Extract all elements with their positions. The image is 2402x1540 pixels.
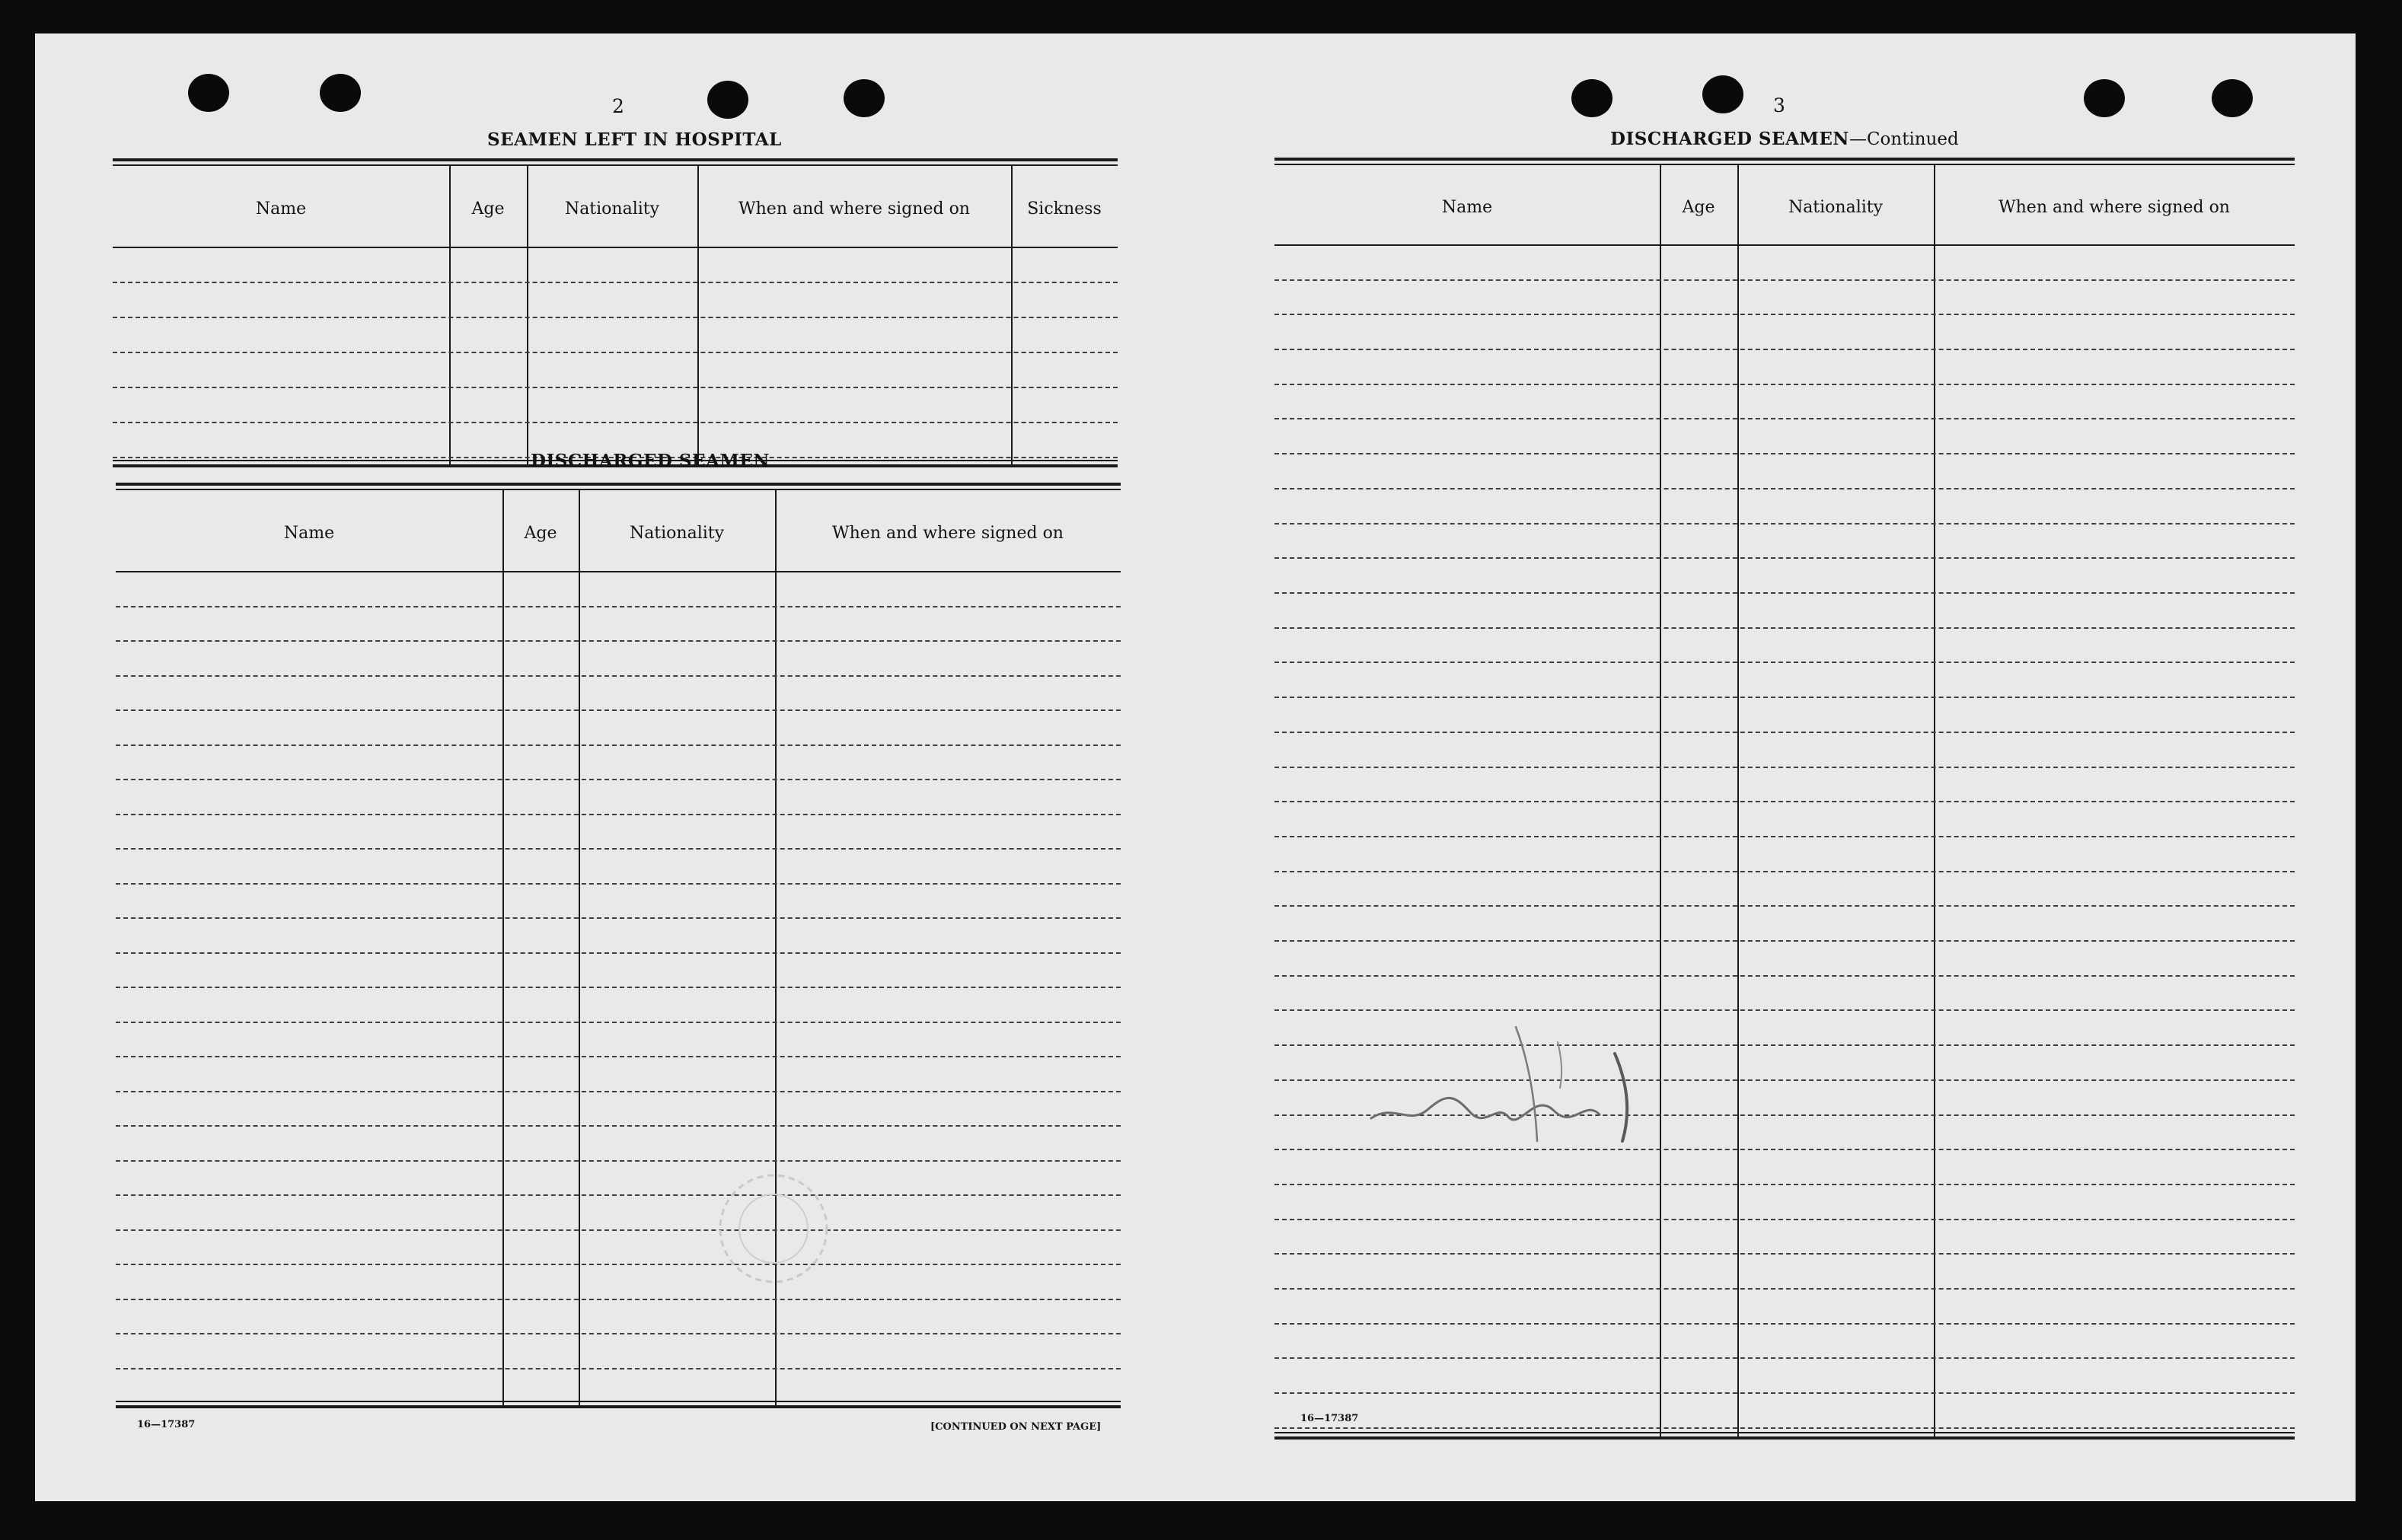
row-rule <box>1274 592 2295 594</box>
row-rule <box>1274 349 2295 350</box>
row-rule <box>1274 279 2295 281</box>
row-rule <box>116 917 1121 919</box>
row-rule <box>1274 767 2295 768</box>
punch-hole <box>844 79 885 117</box>
row-rule <box>1274 1357 2295 1359</box>
row-rule <box>1274 384 2295 385</box>
page-number-left: 2 <box>612 95 624 117</box>
row-rule <box>116 1299 1121 1300</box>
row-rule <box>116 1333 1121 1334</box>
column-header-sickness: Sickness <box>1027 199 1102 218</box>
table-rule <box>1274 244 2295 246</box>
row-rule <box>116 848 1121 850</box>
row-rule <box>1274 1392 2295 1394</box>
column-divider <box>502 489 504 1405</box>
column-header-age: Age <box>471 199 505 218</box>
row-rule <box>116 744 1121 746</box>
table-rule <box>116 1401 1121 1402</box>
table-rule <box>1274 164 2295 165</box>
row-rule <box>1274 523 2295 524</box>
table-rule <box>1274 158 2295 161</box>
punch-hole <box>188 74 229 112</box>
row-rule <box>1274 488 2295 489</box>
row-rule <box>1274 314 2295 315</box>
footer-form-code-right: 16—17387 <box>1300 1413 1359 1424</box>
faint-stamp-mark <box>697 1153 850 1305</box>
page-number-right: 3 <box>1773 94 1785 116</box>
row-rule <box>116 1368 1121 1369</box>
column-header-name: Name <box>283 524 335 543</box>
table-rule <box>116 489 1121 490</box>
row-rule <box>116 606 1121 607</box>
row-rule <box>116 987 1121 988</box>
column-header-nationality: Nationality <box>629 524 725 543</box>
column-header-when-and-where-signed-on: When and where signed on <box>738 199 970 218</box>
row-rule <box>1274 801 2295 802</box>
row-rule <box>116 1264 1121 1265</box>
table-rule <box>113 164 1118 166</box>
row-rule <box>1274 557 2295 559</box>
column-divider <box>1934 164 1935 1436</box>
row-rule <box>1274 1323 2295 1325</box>
punch-hole <box>1702 75 1743 113</box>
column-header-name: Name <box>255 199 307 218</box>
title-suffix: —Continued <box>1849 129 1959 149</box>
row-rule <box>113 422 1118 423</box>
discharged-continued-title <box>1610 129 1959 149</box>
row-rule <box>113 387 1118 388</box>
row-rule <box>1274 1149 2295 1150</box>
row-rule <box>1274 1184 2295 1185</box>
table-rule <box>113 247 1118 248</box>
row-rule <box>1274 940 2295 942</box>
handwritten-signature <box>1364 1012 1668 1149</box>
column-divider <box>1737 164 1739 1436</box>
row-rule <box>116 779 1121 780</box>
punch-hole <box>2212 79 2253 117</box>
row-rule <box>1274 627 2295 629</box>
column-divider <box>1660 164 1661 1436</box>
discharged-table-left <box>116 483 1121 1410</box>
table-rule <box>116 1405 1121 1408</box>
punch-hole <box>707 81 748 119</box>
row-rule <box>1274 1219 2295 1220</box>
column-header-nationality: Nationality <box>1788 198 1884 217</box>
row-rule <box>116 1056 1121 1057</box>
column-header-age: Age <box>1682 198 1715 217</box>
hospital-table <box>113 158 1118 467</box>
table-rule <box>1274 1432 2295 1433</box>
column-header-age: Age <box>524 524 557 543</box>
row-rule <box>1274 975 2295 977</box>
row-rule <box>113 282 1118 283</box>
footer-continued-note: [CONTINUED ON NEXT PAGE] <box>930 1421 1102 1433</box>
table-rule <box>116 571 1121 572</box>
row-rule <box>116 1125 1121 1127</box>
row-rule <box>1274 453 2295 454</box>
row-rule <box>1274 1288 2295 1290</box>
punch-hole <box>320 74 361 112</box>
row-rule <box>1274 1427 2295 1429</box>
row-rule <box>116 709 1121 711</box>
table-rule <box>116 483 1121 486</box>
column-divider <box>579 489 580 1405</box>
row-rule <box>1274 418 2295 419</box>
row-rule <box>113 352 1118 353</box>
row-rule <box>116 1091 1121 1092</box>
row-rule <box>1274 662 2295 663</box>
row-rule <box>116 675 1121 677</box>
row-rule <box>116 883 1121 885</box>
discharged-section-title: DISCHARGED SEAMEN <box>531 451 770 471</box>
row-rule <box>116 1229 1121 1231</box>
column-header-when-and-where-signed-on: When and where signed on <box>1998 198 2230 217</box>
row-rule <box>116 1022 1121 1023</box>
table-rule <box>113 158 1118 161</box>
row-rule <box>1274 871 2295 872</box>
punch-hole <box>2084 79 2125 117</box>
row-rule <box>116 952 1121 954</box>
row-rule <box>1274 836 2295 837</box>
column-header-nationality: Nationality <box>564 199 660 218</box>
row-rule <box>116 814 1121 815</box>
row-rule <box>116 640 1121 642</box>
row-rule <box>113 317 1118 318</box>
row-rule <box>1274 697 2295 698</box>
row-rule <box>1274 1009 2295 1011</box>
row-rule <box>1274 905 2295 907</box>
row-rule <box>116 1160 1121 1162</box>
column-header-when-and-where-signed-on: When and where signed on <box>832 524 1064 543</box>
title-main: DISCHARGED SEAMEN <box>1610 129 1849 149</box>
row-rule <box>116 1194 1121 1196</box>
document-sheet <box>35 33 2356 1501</box>
punch-hole <box>1571 79 1612 117</box>
column-header-name: Name <box>1441 198 1493 217</box>
footer-form-code-left: 16—17387 <box>137 1419 196 1430</box>
discharged-table-right <box>1274 158 2295 1441</box>
row-rule <box>1274 732 2295 733</box>
table-rule <box>1274 1436 2295 1440</box>
row-rule <box>1274 1253 2295 1255</box>
hospital-section-title: SEAMEN LEFT IN HOSPITAL <box>487 129 782 150</box>
